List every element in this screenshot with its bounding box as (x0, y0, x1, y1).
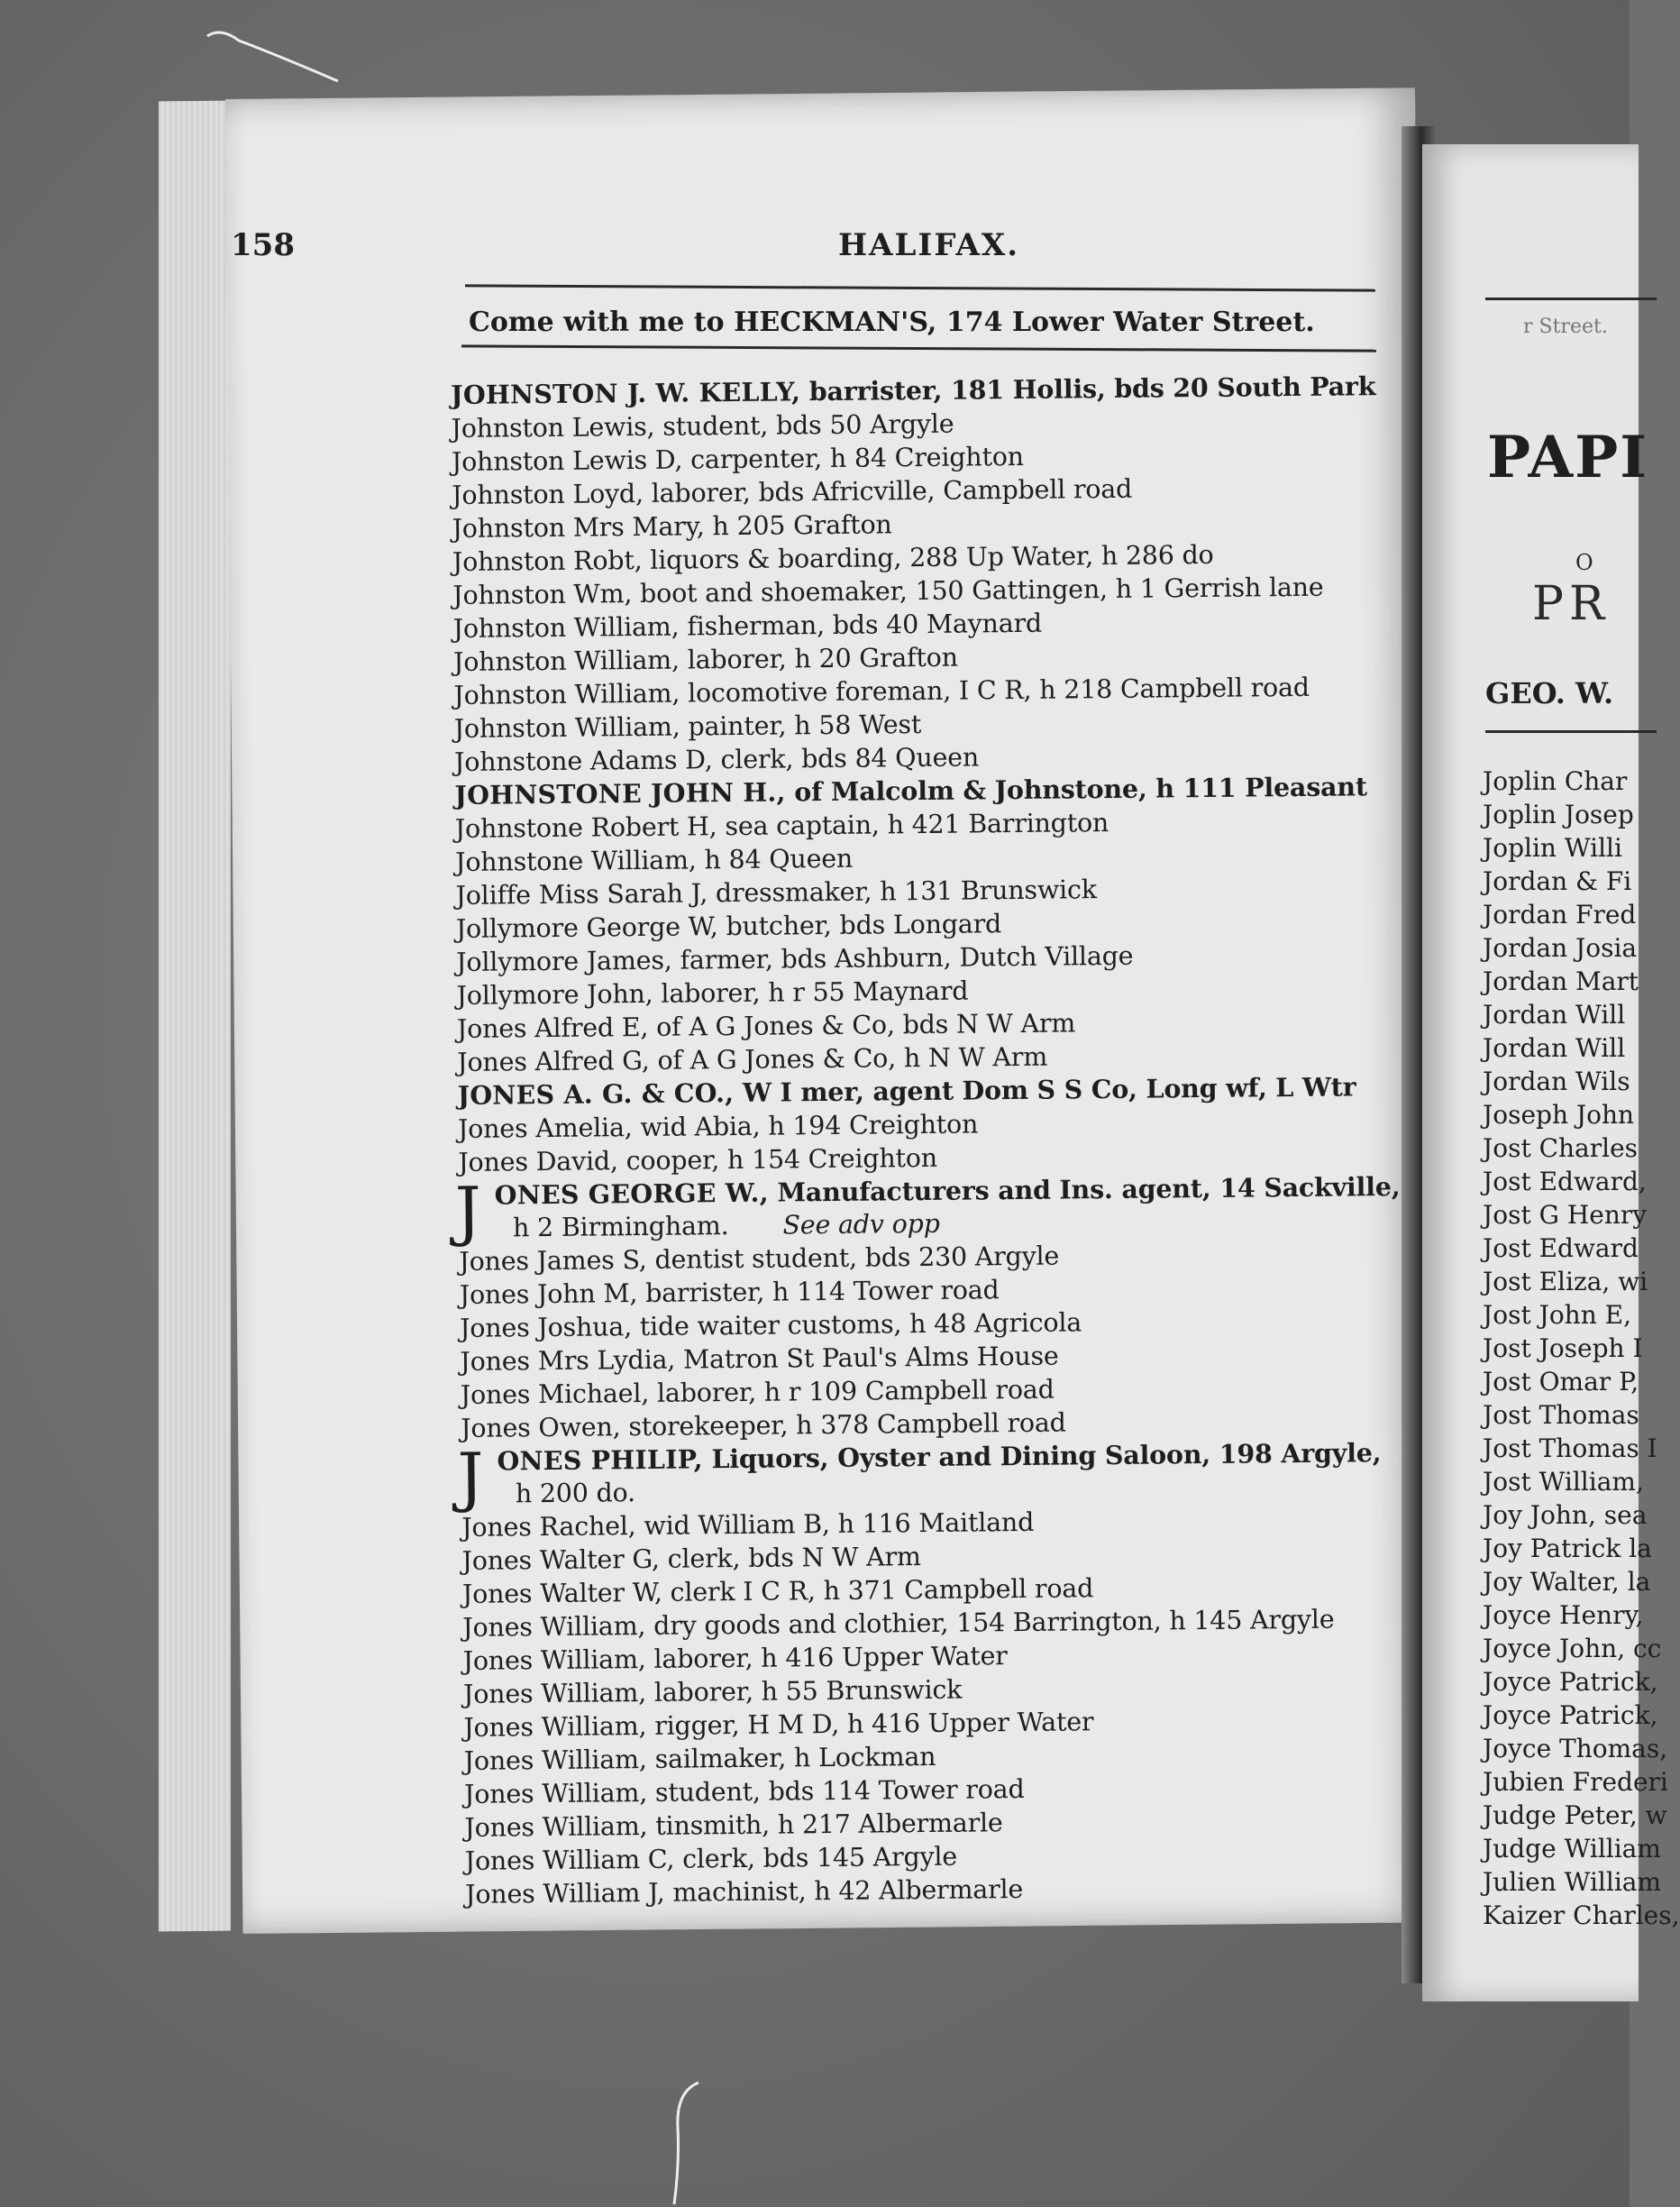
see-advert-note: See adv opp (782, 1208, 940, 1241)
entry-name: Johnston William, (453, 678, 680, 710)
entry-detail: student, bds 50 Argyle (654, 408, 954, 442)
entry-name: Jones William, (463, 1744, 647, 1776)
right-page-rule (1485, 298, 1657, 300)
entry-detail: of Malcolm & Johnstone, h 111 Pleasant (785, 771, 1367, 808)
entry-name: Jones William, (464, 1810, 648, 1843)
right-page-entry: Jost Thomas (1483, 1400, 1639, 1430)
right-page-entry: Joyce John, cc (1483, 1634, 1662, 1663)
entry-detail: laborer, h r 55 Maynard (653, 975, 969, 1009)
right-page-entry: Joseph John (1483, 1100, 1635, 1130)
right-page-entry: Jost Thomas I (1483, 1433, 1657, 1463)
entry-name: Jones David, (458, 1146, 618, 1177)
entry-name: Jones William, (462, 1610, 646, 1643)
right-page-entry: Joplin Willi (1483, 833, 1622, 863)
entry-detail: student, bds 114 Tower road (646, 1773, 1025, 1808)
entry-detail: liquors & boarding, 288 Up Water, h 286 do (642, 539, 1214, 575)
right-page-entry: Jordan Will (1483, 1000, 1626, 1030)
entry-name: Johnston Wm, (452, 579, 633, 610)
entry-name: Johnston William, (452, 645, 680, 677)
right-page-entry: Joy John, sea (1483, 1500, 1648, 1530)
entry-name: Jones Owen, (461, 1412, 621, 1443)
right-page-entry: Jordan Wils (1483, 1067, 1630, 1096)
entry-list-1 (451, 370, 1395, 1179)
entry-detail: clerk I C R, h 371 Campbell road (662, 1573, 1094, 1607)
right-page-entry: Joyce Thomas, (1483, 1734, 1668, 1763)
right-page-entry: Julien William (1483, 1867, 1662, 1897)
right-page-entry: Jost Eliza, wi (1483, 1267, 1648, 1296)
entry-detail: dressmaker, h 131 Brunswick (707, 875, 1097, 909)
entry-name: Jones Walter G, (461, 1543, 660, 1576)
right-page-advert-sub: PR (1532, 577, 1611, 631)
top-pen-mark (203, 18, 347, 90)
entry-name: ONES PHILIP, (497, 1443, 703, 1477)
entry-detail: laborer, h 416 Upper Water (645, 1641, 1008, 1674)
entry-detail: storekeeper, h 378 Campbell road (620, 1407, 1066, 1442)
entry-detail: wid Abia, h 194 Creighton (632, 1109, 979, 1143)
entry-name: Jones William J, (464, 1877, 665, 1909)
right-page-advert-o: O (1575, 550, 1593, 575)
entry-detail: tide waiter customs, h 48 Agricola (631, 1307, 1082, 1342)
entry-detail: Manufacturers and Ins. agent, 14 Sackville, (768, 1170, 1401, 1208)
entry-name: Jones Amelia, (457, 1113, 633, 1144)
right-page-entry: Jost G Henry (1483, 1200, 1648, 1230)
right-page-advert-geo: GEO. W. (1485, 676, 1614, 710)
bottom-pen-mark (667, 2074, 721, 2207)
right-page-entry: Jubien Frederi (1483, 1767, 1668, 1797)
running-head: HALIFAX. (838, 227, 1020, 263)
entry-detail: sailmaker, h Lockman (646, 1741, 936, 1774)
entry-detail: dentist student, bds 230 Argyle (646, 1241, 1060, 1275)
entry-detail: rigger, H M D, h 416 Upper Water (646, 1707, 1094, 1741)
entry-name: Jones John M, (459, 1278, 638, 1310)
right-page-entry: Joplin Josep (1483, 800, 1634, 829)
entry-detail: painter, h 58 West (680, 710, 922, 742)
entry-name: ONES GEORGE W., (494, 1177, 769, 1211)
entry-detail: boot and shoemaker, 150 Gattingen, h 1 Gerrish lane (632, 572, 1324, 609)
entry-list-2 (459, 1236, 1398, 1445)
right-page-entry: Jordan Fred (1483, 900, 1637, 930)
right-page-entry: Joy Patrick la (1483, 1534, 1652, 1563)
entry-detail: barrister, 181 Hollis, bds 20 South Park (799, 371, 1376, 408)
entry-list-3 (461, 1502, 1402, 1911)
entry-name: Jones Alfred G, (457, 1045, 650, 1077)
entry-name: Jollymore George W, (455, 911, 718, 944)
entry-detail: sea captain, h 421 Barrington (717, 808, 1109, 842)
entry-detail: h 205 Grafton (704, 509, 892, 542)
right-page-entry: Jordan Will (1483, 1033, 1626, 1063)
entry-name: Johnston William, (453, 711, 680, 744)
entry-name: Johnston Lewis, (451, 411, 655, 444)
entry-detail: Liquors, Oyster and Dining Saloon, 198 Argyle, (702, 1437, 1382, 1475)
entry-detail: clerk, bds 84 Queen (712, 742, 980, 775)
entry-address: h 200 do. (515, 1478, 636, 1509)
entry-name: Jollymore James, (456, 945, 672, 977)
right-page-entry: Judge William (1483, 1834, 1661, 1864)
drop-cap: J (457, 1438, 484, 1515)
entry-name: Jollymore John, (456, 978, 653, 1011)
page-number: 158 (231, 227, 295, 263)
entry-detail: fisherman, bds 40 Maynard (679, 608, 1043, 642)
entry-detail: cooper, h 154 Creighton (617, 1142, 938, 1177)
right-page-entry: Judge Peter, w (1483, 1800, 1667, 1830)
entry-detail: W I mer, agent Dom S S Co, Long wf, L Wtr (734, 1071, 1356, 1109)
entry-name: Johnston Lewis D, (451, 444, 683, 477)
entry-name: Johnston Robt, (452, 545, 643, 577)
right-page-entries (1483, 765, 1680, 1932)
drop-cap: J (454, 1172, 481, 1249)
entry-detail: wid William B, h 116 Maitland (635, 1506, 1035, 1542)
right-page-entry: Jost William, (1483, 1467, 1644, 1497)
entry-detail: of A G Jones & Co, bds N W Arm (648, 1008, 1076, 1042)
right-page-entry: Jost Joseph I (1483, 1333, 1643, 1363)
entry-name: Johnstone Adams D, (453, 745, 713, 777)
entry-name: Jones Michael, (460, 1378, 650, 1410)
entry-name: Johnston Loyd, (452, 478, 644, 510)
entry-detail: clerk, bds N W Arm (659, 1542, 921, 1574)
right-page-entry: Jost Edward (1483, 1233, 1639, 1263)
book-page-edges (159, 101, 231, 1932)
entry-name: Jones William, (463, 1777, 648, 1809)
right-page-entry: Jost Charles (1483, 1133, 1639, 1163)
entry-detail: laborer, h r 109 Campbell road (648, 1374, 1055, 1408)
entry-name: Joliffe Miss Sarah J, (455, 878, 708, 911)
entry-detail: laborer, h 20 Grafton (679, 642, 958, 675)
entry-name: Jones William, (462, 1644, 646, 1676)
entry-detail: carpenter, h 84 Creighton (682, 441, 1025, 475)
right-page-entry: Joyce Patrick, (1483, 1667, 1658, 1697)
advert-entry-george-jones (454, 1170, 1401, 1249)
entry-name: JOHNSTONE JOHN H., (454, 776, 786, 810)
entry-detail: barrister, h 114 Tower road (637, 1275, 1000, 1309)
entry-name: JOHNSTON J. W. KELLY, (451, 376, 801, 410)
entry-name: Johnston William, (452, 611, 680, 644)
right-page-entry: Jost Edward, (1483, 1167, 1647, 1196)
entry-name: Johnstone William, (454, 845, 697, 877)
right-page-entry: Jordan Mart (1483, 966, 1639, 996)
entry-name: Jones William, (462, 1677, 647, 1709)
entry-detail: clerk, bds 145 Argyle (674, 1841, 958, 1874)
right-page-advert-heading: PAPI (1487, 424, 1649, 491)
right-page-entry: Joyce Patrick, (1483, 1700, 1658, 1730)
right-page-entry: Jordan Josia (1483, 933, 1638, 963)
entry-detail: dry goods and clothier, 154 Barrington, h 145 Argyle (645, 1604, 1335, 1641)
entry-detail: Matron St Paul's Alms House (675, 1341, 1059, 1375)
entry-detail: laborer, h 55 Brunswick (645, 1674, 963, 1708)
right-page-entry: Jordan & Fi (1483, 866, 1632, 896)
right-page-entry: Jost Omar P, (1483, 1367, 1639, 1397)
right-page-rule-2 (1485, 730, 1657, 733)
entry-detail: h 84 Queen (696, 843, 854, 875)
advert-entry-philip-jones (457, 1436, 1399, 1515)
right-page-entry: Kaizer Charles, (1483, 1900, 1680, 1930)
entry-detail: farmer, bds Ashburn, Dutch Village (671, 940, 1134, 975)
entry-detail: locomotive foreman, I C R, h 218 Campbell road (680, 672, 1310, 709)
entry-name: Jones Alfred E, (456, 1012, 649, 1044)
entry-name: Jones William, (463, 1710, 647, 1743)
entry-name: Johnston Mrs Mary, (452, 511, 705, 544)
directory-entries (451, 370, 1402, 1911)
entry-detail: butcher, bds Longard (717, 909, 1002, 942)
entry-name: Jones William C, (464, 1844, 675, 1876)
right-page-entry: Joplin Char (1483, 766, 1628, 796)
entry-name: Jones Walter W, (461, 1577, 662, 1609)
entry-name: Jones Rachel, (461, 1511, 636, 1543)
right-page-entry: Joyce Henry, (1483, 1600, 1644, 1630)
right-page-entry: Jost John E, (1483, 1300, 1631, 1330)
entry-name: Jones Mrs Lydia, (460, 1344, 676, 1377)
entry-detail: tinsmith, h 217 Albermarle (647, 1808, 1003, 1841)
right-page-entry: Joy Walter, la (1483, 1567, 1651, 1597)
entry-detail: laborer, bds Africville, Campbell road (643, 473, 1133, 508)
advert-line: Come with me to HECKMAN'S, 174 Lower Water Street. (469, 307, 1315, 338)
entry-name: Jones James S, (459, 1244, 647, 1277)
right-page-header-fragment: r Street. (1523, 316, 1608, 338)
entry-name: Johnstone Robert H, (454, 811, 717, 844)
entry-detail: of A G Jones & Co, h N W Arm (649, 1041, 1048, 1076)
entry-detail: machinist, h 42 Albermarle (664, 1873, 1024, 1908)
entry-name: JONES A. G. & CO., (457, 1077, 735, 1111)
entry-address: h 2 Birmingham. (512, 1211, 729, 1243)
entry-name: Jones Joshua, (459, 1312, 633, 1343)
